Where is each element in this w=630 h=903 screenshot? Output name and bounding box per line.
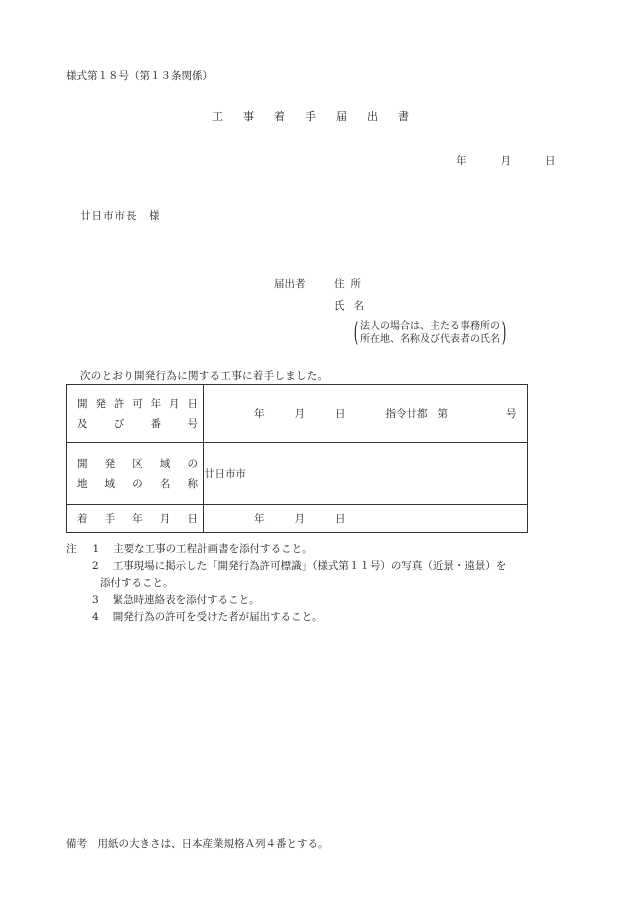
area-label-char: 域 [159,457,171,470]
note-2-cont-text: 添付すること。 [100,577,174,589]
recipient: 廿日市市長 様 [80,210,161,222]
area-label-char: の [132,477,143,490]
date-year: 年 [456,155,467,167]
area-label-line1 [67,454,203,474]
form-number: 様式第１８号（第１３条関係） [66,70,213,82]
name-label: 氏名 [334,300,373,312]
permit-day: 日 [335,408,346,420]
start-date-label-char: 年 [132,512,143,525]
start-date-label [67,505,204,533]
permit-label-line1 [67,394,203,414]
permit-label-char: 開 [77,397,88,410]
note-1 [66,541,506,558]
note-4-text: 開発行為の許可を受けた者が届出すること。 [112,611,323,623]
note-3-text: 緊急時連絡表を添付すること。 [112,594,260,606]
permit-label-char: 可 [132,397,143,410]
corp-note-line1: 法人の場合は、主たる事務所の [360,321,500,332]
permit-row [67,385,528,443]
start-date-label-char: 着 [77,512,88,525]
document-title: 工事着手届出書 [212,110,429,123]
permit-month: 月 [294,408,305,420]
start-day: 日 [335,513,346,525]
area-label-char: 地 [77,477,88,490]
permit-designation: 指令廿都 [385,408,428,420]
left-paren: ( [353,318,359,348]
start-date-row [67,505,528,533]
area-label-char: 名 [159,477,171,490]
permit-label-char: 号 [187,417,198,430]
area-label-char: 域 [104,477,116,490]
note-3 [66,592,506,609]
note-2-text: 工事現場に掲示した「開発行為許可標識」（様式第１１号）の写真（近景・遠景）を [112,560,507,572]
permit-label-char: 日 [187,397,198,410]
permit-label-char: 年 [150,397,162,410]
area-label-char: 区 [132,457,143,470]
start-date-label-char: 日 [187,512,198,525]
permit-label-char: 番 [150,417,162,430]
note-4 [66,609,506,626]
area-label-char: 称 [187,477,198,490]
note-2-cont [66,575,506,592]
note-1-text: 主要な工事の工程計画書を添付すること。 [113,543,313,555]
permit-label-char: 及 [77,417,88,430]
remarks: 備考 用紙の大きさは、日本産業規格Ａ列４番とする。 [66,838,329,850]
area-label-line2 [67,474,203,494]
address-label: 住所 [334,278,367,290]
details-table [66,384,528,533]
area-label [67,443,204,505]
permit-label-char: 許 [113,397,125,410]
start-date-label-char: 月 [159,512,171,525]
permit-value [204,385,528,443]
area-value: 廿日市市 [204,443,528,505]
notes-head: 注 [66,543,77,555]
start-year: 年 [254,513,265,525]
notes [66,541,506,626]
intro-text: 次のとおり開発行為に関する工事に着手しました。 [80,370,329,382]
note-2 [66,558,506,575]
permit-dai: 第 [437,408,448,420]
note-1-num: 1 [92,543,100,555]
area-label-char: 発 [104,457,116,470]
area-label-char: 開 [77,457,88,470]
submission-date [456,153,556,168]
start-date-label-char: 手 [104,512,116,525]
permit-year: 年 [254,408,265,420]
note-2-num: 2 [92,560,99,572]
permit-label-char: 発 [95,397,106,410]
applicant-label: 届出者 [274,278,306,290]
start-date-label-line [67,509,203,529]
note-4-num: 4 [92,611,99,623]
start-date-value [204,505,528,533]
permit-go: 号 [506,408,517,420]
start-month: 月 [294,513,305,525]
note-3-num: 3 [92,594,99,606]
permit-label [67,385,204,443]
corporation-note [353,318,507,348]
date-day: 日 [545,155,556,167]
permit-label-char: 月 [169,397,180,410]
permit-label-line2 [67,414,203,434]
area-row [67,443,528,505]
corp-note-line2: 所在地、名称及び代表者の氏名 [360,334,500,345]
area-label-char: の [187,457,198,470]
right-paren: ) [501,318,507,348]
permit-label-char: び [113,417,125,430]
date-month: 月 [500,155,511,167]
